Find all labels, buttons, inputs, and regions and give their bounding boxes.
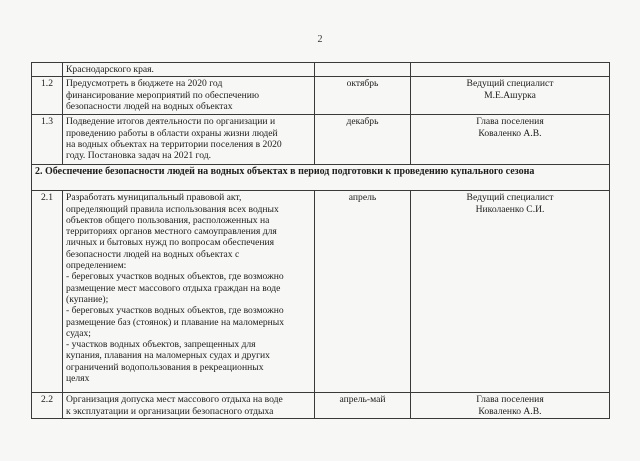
activity-line: Подведение итогов деятельности по организации и bbox=[66, 116, 276, 128]
responsible-line: Глава поселения bbox=[476, 394, 544, 406]
section-header-row bbox=[32, 165, 610, 191]
responsible-line: Коваленко А.В. bbox=[478, 405, 542, 417]
section-title: 2. Обеспечение безопасности людей на водных объектах в период подготовки к проведению купального сезона bbox=[32, 165, 610, 191]
activity-cell bbox=[63, 191, 315, 393]
activity-line: - береговых участков водных объектов, где возможно bbox=[66, 305, 284, 317]
activity-cell bbox=[63, 77, 315, 115]
responsible-cell bbox=[411, 191, 610, 393]
activity-line: размещение мест массового отдыха граждан на воде bbox=[66, 282, 281, 294]
activity-line: (купание); bbox=[66, 293, 109, 305]
activity-line: купания, плавания на маломерных судах и других bbox=[66, 350, 270, 362]
row-number-cell: 1.2 bbox=[32, 77, 63, 115]
responsible-line: Николаенко С.И. bbox=[475, 203, 545, 215]
responsible-line: Коваленко А.В. bbox=[478, 127, 542, 139]
table-row bbox=[32, 393, 610, 419]
activity-line: объектов общего пользования, расположенных на bbox=[66, 214, 270, 226]
activity-cell bbox=[63, 393, 315, 419]
responsible-cell bbox=[411, 77, 610, 115]
term-cell: апрель bbox=[315, 191, 411, 393]
activity-line: размещение баз (стоянок) и плавание на маломерных bbox=[66, 316, 285, 328]
table-row bbox=[32, 77, 610, 115]
table-row bbox=[32, 191, 610, 393]
plan-table bbox=[31, 62, 610, 419]
activity-line: личных и бытовых нужд по вопросам обеспечения bbox=[66, 237, 275, 249]
activity-line: ограничений водопользования в рекреационных bbox=[66, 361, 264, 373]
term-cell: апрель-май bbox=[315, 393, 411, 419]
activity-line: судах; bbox=[66, 327, 91, 339]
term-cell: декабрь bbox=[315, 115, 411, 165]
row-number-cell: 2.1 bbox=[32, 191, 63, 393]
activity-line: Организация допуска мест массового отдыха на воде bbox=[66, 394, 283, 406]
table-row-continuation bbox=[32, 63, 610, 77]
activity-line: безопасности людей на водных объектах с bbox=[66, 248, 240, 260]
activity-line: определением: bbox=[66, 260, 127, 272]
row-number-cell bbox=[32, 63, 63, 77]
term-cell: октябрь bbox=[315, 77, 411, 115]
activity-line: финансирование мероприятий по обеспечению bbox=[66, 89, 260, 101]
activity-cell bbox=[63, 63, 315, 77]
responsible-cell bbox=[411, 115, 610, 165]
responsible-line: Ведущий специалист bbox=[466, 192, 554, 204]
responsible-cell bbox=[411, 393, 610, 419]
responsible-line: М.Е.Ашурка bbox=[484, 89, 536, 101]
activity-cell bbox=[63, 115, 315, 165]
responsible-line: Ведущий специалист bbox=[466, 78, 554, 90]
row-number-cell: 1.3 bbox=[32, 115, 63, 165]
activity-line: Предусмотреть в бюджете на 2020 год bbox=[66, 78, 223, 90]
activity-line: к эксплуатации и организации безопасного отдыха bbox=[66, 405, 274, 417]
activity-line: безопасности людей на водных объектах bbox=[66, 100, 233, 112]
activity-line: территориях органов местного самоуправления для bbox=[66, 226, 277, 238]
responsible-line: Глава поселения bbox=[476, 116, 544, 128]
activity-line: целях bbox=[66, 373, 90, 385]
activity-line: Разработать муниципальный правовой акт, bbox=[66, 192, 242, 204]
activity-text: Краснодарского края. bbox=[66, 64, 154, 75]
row-number-cell: 2.2 bbox=[32, 393, 63, 419]
term-cell bbox=[315, 63, 411, 77]
activity-line: проведению работы в области охраны жизни людей bbox=[66, 127, 278, 139]
responsible-cell bbox=[411, 63, 610, 77]
table-row bbox=[32, 115, 610, 165]
activity-line: на водных объектах на территории поселения в 2020 bbox=[66, 138, 282, 150]
activity-line: - береговых участков водных объектов, где возможно bbox=[66, 271, 284, 283]
page-number: 2 bbox=[317, 34, 323, 45]
activity-line: году. Постановка задач на 2021 год. bbox=[66, 150, 212, 162]
activity-line: - участков водных объектов, запрещенных для bbox=[66, 339, 256, 351]
activity-line: определяющий правила использования всех водных bbox=[66, 203, 279, 215]
